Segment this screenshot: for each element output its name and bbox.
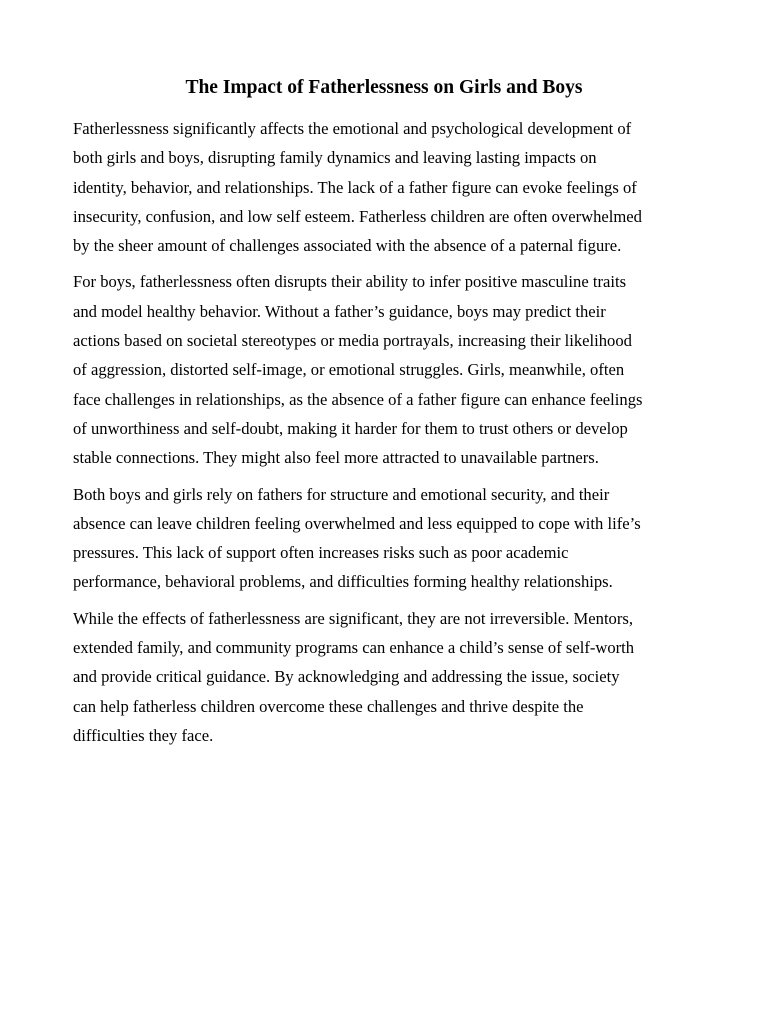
text-line: and provide critical guidance. By acknowledging and addressing the issue, society [73,667,620,687]
paragraph-1 [73,114,703,260]
text-line: actions based on societal stereotypes or media portrayals, increasing their likelihood [73,331,632,351]
text-line: can help fatherless children overcome these challenges and thrive despite the [73,696,584,716]
text-line: of aggression, distorted self-image, or emotional struggles. Girls, meanwhile, often [73,360,625,380]
text-line: insecurity, confusion, and low self esteem. Fatherless children are often overwhelmed [73,206,642,226]
text-line: face challenges in relationships, as the absence of a father figure can enhance feelings [73,389,643,409]
text-line: by the sheer amount of challenges associated with the absence of a paternal figure. [73,236,622,256]
paragraph-2 [73,267,703,472]
document-title: The Impact of Fatherlessness on Girls and Boys [185,77,583,98]
text-line: difficulties they face. [73,725,214,745]
text-line: Both boys and girls rely on fathers for structure and emotional security, and their [73,484,610,504]
text-line: both girls and boys, disrupting family dynamics and leaving lasting impacts on [73,148,597,168]
text-line: Fatherlessness significantly affects the emotional and psychological development of [73,119,632,138]
text-line: For boys, fatherlessness often disrupts their ability to infer positive masculine traits [73,272,627,292]
text-line: identity, behavior, and relationships. The lack of a father figure can evoke feelings of [73,177,637,197]
paragraph-3 [73,480,703,597]
text-line: and model healthy behavior. Without a father’s guidance, boys may predict their [73,301,606,321]
text-line: absence can leave children feeling overwhelmed and less equipped to cope with life’s [73,513,641,533]
paragraph-4 [73,604,703,750]
text-line: extended family, and community programs can enhance a child’s sense of self-worth [73,638,635,658]
document-body [73,114,703,757]
text-line: While the effects of fatherlessness are significant, they are not irreversible. Mentors, [73,608,633,628]
text-line: performance, behavioral problems, and difficulties forming healthy relationships. [73,572,613,592]
text-line: of unworthiness and self-doubt, making it harder for them to trust others or develop [73,418,628,438]
text-line: pressures. This lack of support often increases risks such as poor academic [73,543,569,563]
text-line: stable connections. They might also feel more attracted to unavailable partners. [73,448,599,468]
